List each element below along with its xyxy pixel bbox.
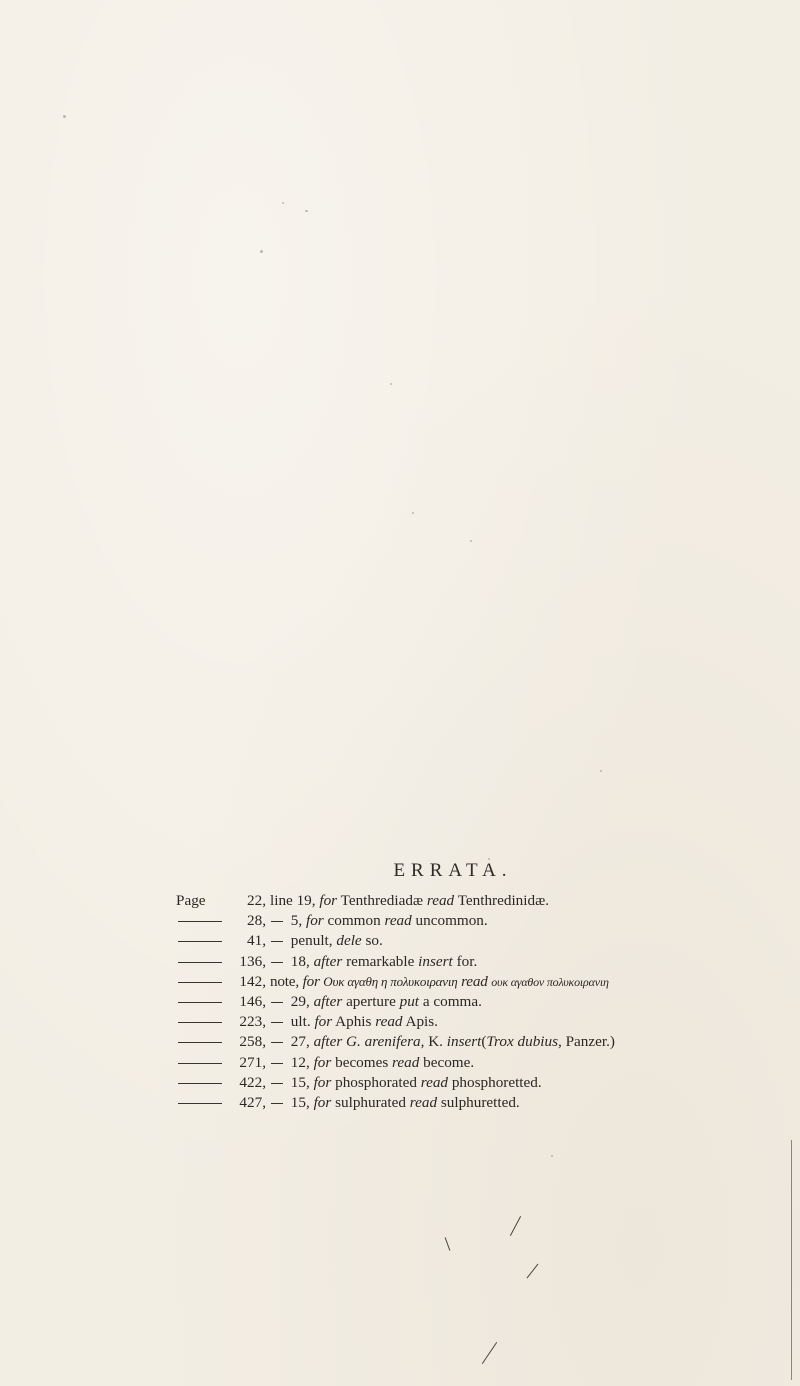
- instruction-word: for: [314, 1013, 333, 1031]
- corrected-text: Apis.: [405, 1013, 438, 1031]
- page-number: 41,: [247, 932, 266, 950]
- errata-entry: [176, 972, 800, 992]
- original-text: so.: [365, 932, 383, 950]
- paper-speck: [282, 202, 284, 204]
- line-reference: ult.: [290, 1013, 311, 1031]
- line-label: line: [270, 892, 293, 909]
- instruction-word: after: [313, 952, 343, 970]
- line-number: 15,: [290, 1093, 310, 1111]
- original-text: K.: [428, 1033, 443, 1051]
- errata-entry: [176, 1012, 800, 1032]
- paper-speck: [390, 383, 392, 385]
- instruction-word: read: [426, 892, 455, 909]
- page-number: 258,: [239, 1033, 266, 1051]
- errata-entry: [176, 911, 800, 931]
- ditto-dash: [271, 1022, 283, 1023]
- page-number: 271,: [239, 1053, 266, 1071]
- ditto-dash: [178, 1002, 222, 1003]
- original-text: Tenthrediadæ: [340, 892, 424, 909]
- original-text: phosphorated: [335, 1073, 417, 1091]
- instruction-word: for: [313, 1053, 332, 1071]
- ditto-dash: [178, 1083, 222, 1084]
- instruction-word: put: [399, 992, 420, 1010]
- corrected-text: phosphoretted.: [451, 1073, 542, 1091]
- page-number: 422,: [239, 1073, 266, 1091]
- stray-pen-mark: [445, 1237, 451, 1250]
- instruction-word: read: [384, 912, 412, 930]
- instruction-word: read: [375, 1013, 403, 1031]
- instruction-word: insert: [418, 952, 453, 970]
- line-number: 27,: [290, 1033, 310, 1051]
- corrected-text: for.: [456, 952, 478, 970]
- instruction-word: for: [305, 912, 324, 930]
- instruction-word: read: [409, 1093, 438, 1111]
- ditto-dash: [271, 1103, 283, 1104]
- errata-entry: [176, 952, 800, 972]
- stray-pen-mark: [482, 1342, 497, 1364]
- errata-heading: ERRATA.: [393, 860, 513, 881]
- ditto-dash: [178, 1022, 222, 1023]
- corrected-text: (: [481, 1033, 487, 1051]
- instruction-word: for: [313, 1073, 332, 1091]
- ditto-dash: [178, 1063, 222, 1064]
- greek-original-text: Ουκ αγαθη η πολυκοιρανιη: [323, 973, 458, 989]
- page-number: 146,: [239, 992, 266, 1010]
- errata-entry: [176, 1073, 800, 1093]
- original-text: aperture: [346, 992, 396, 1010]
- errata-entry: [176, 891, 800, 911]
- ditto-dash: [178, 921, 222, 922]
- paper-speck: [412, 512, 414, 514]
- line-reference: penult,: [290, 932, 333, 950]
- ditto-dash: [271, 1002, 283, 1003]
- ditto-dash: [178, 982, 222, 983]
- instruction-word: for: [313, 1093, 332, 1111]
- instruction-word: insert: [446, 1033, 482, 1051]
- corrected-text: uncommon.: [415, 912, 488, 930]
- ditto-dash: [271, 921, 283, 922]
- instruction-word: for: [302, 972, 320, 990]
- paper-speck: [260, 250, 263, 253]
- greek-corrected-text: ουκ αγαθον πολυκοιρανιη: [491, 974, 609, 989]
- stray-pen-mark: [527, 1264, 539, 1279]
- page-number: 28,: [247, 912, 266, 930]
- line-number: 12,: [290, 1053, 310, 1071]
- page-number: 142,: [239, 972, 266, 990]
- errata-entry: [176, 931, 800, 951]
- page-number: 22,: [247, 892, 266, 909]
- ditto-dash: [178, 941, 222, 942]
- instruction-word: after: [313, 992, 343, 1010]
- ditto-dash: [178, 1042, 222, 1043]
- ditto-dash: [271, 941, 283, 942]
- line-number: 18,: [290, 952, 310, 970]
- errata-entry: [176, 992, 800, 1012]
- instruction-word: read: [392, 1053, 420, 1071]
- errata-entry: [176, 1032, 800, 1052]
- page-number: 136,: [239, 952, 266, 970]
- ditto-dash: [271, 1083, 283, 1084]
- corrected-text: sulphuretted.: [440, 1093, 520, 1111]
- ditto-dash: [271, 962, 283, 963]
- instruction-word: after G. arenifera,: [313, 1033, 425, 1051]
- original-text: becomes: [335, 1053, 389, 1071]
- line-reference: note,: [270, 972, 299, 990]
- original-text: sulphurated: [335, 1093, 406, 1111]
- stray-pen-mark: [510, 1216, 521, 1236]
- paper-speck: [305, 210, 308, 212]
- corrected-text: a comma.: [422, 992, 482, 1010]
- paper-speck: [63, 115, 66, 118]
- line-number: 29,: [290, 992, 310, 1010]
- original-text: common: [327, 912, 381, 930]
- ditto-dash: [178, 1103, 222, 1104]
- errata-entry: [176, 1093, 800, 1113]
- species-name: Trox dubius,: [486, 1033, 562, 1051]
- line-number: 15,: [290, 1073, 310, 1091]
- page-number: 223,: [239, 1013, 266, 1031]
- original-text: remarkable: [346, 952, 415, 970]
- stray-pen-mark: [791, 1140, 792, 1380]
- instruction-word: dele: [336, 932, 362, 950]
- instruction-word: for: [319, 892, 338, 909]
- errata-list: [176, 891, 800, 1113]
- author-name: Panzer.): [565, 1033, 615, 1051]
- ditto-dash: [271, 1042, 283, 1043]
- corrected-text: become.: [423, 1053, 475, 1071]
- corrected-text: Tenthredinidæ.: [457, 892, 549, 909]
- ditto-dash: [271, 1063, 283, 1064]
- line-number: 19,: [296, 892, 316, 909]
- page-number: 427,: [239, 1093, 266, 1111]
- paper-speck: [551, 1155, 553, 1157]
- paper-speck: [600, 770, 602, 772]
- errata-entry: [176, 1053, 800, 1073]
- line-number: 5,: [290, 912, 303, 930]
- original-text: Aphis: [335, 1013, 372, 1031]
- instruction-word: read: [420, 1073, 449, 1091]
- instruction-word: read: [461, 972, 488, 990]
- ditto-dash: [178, 962, 222, 963]
- paper-speck: [470, 540, 472, 542]
- page-label: Page: [176, 892, 206, 909]
